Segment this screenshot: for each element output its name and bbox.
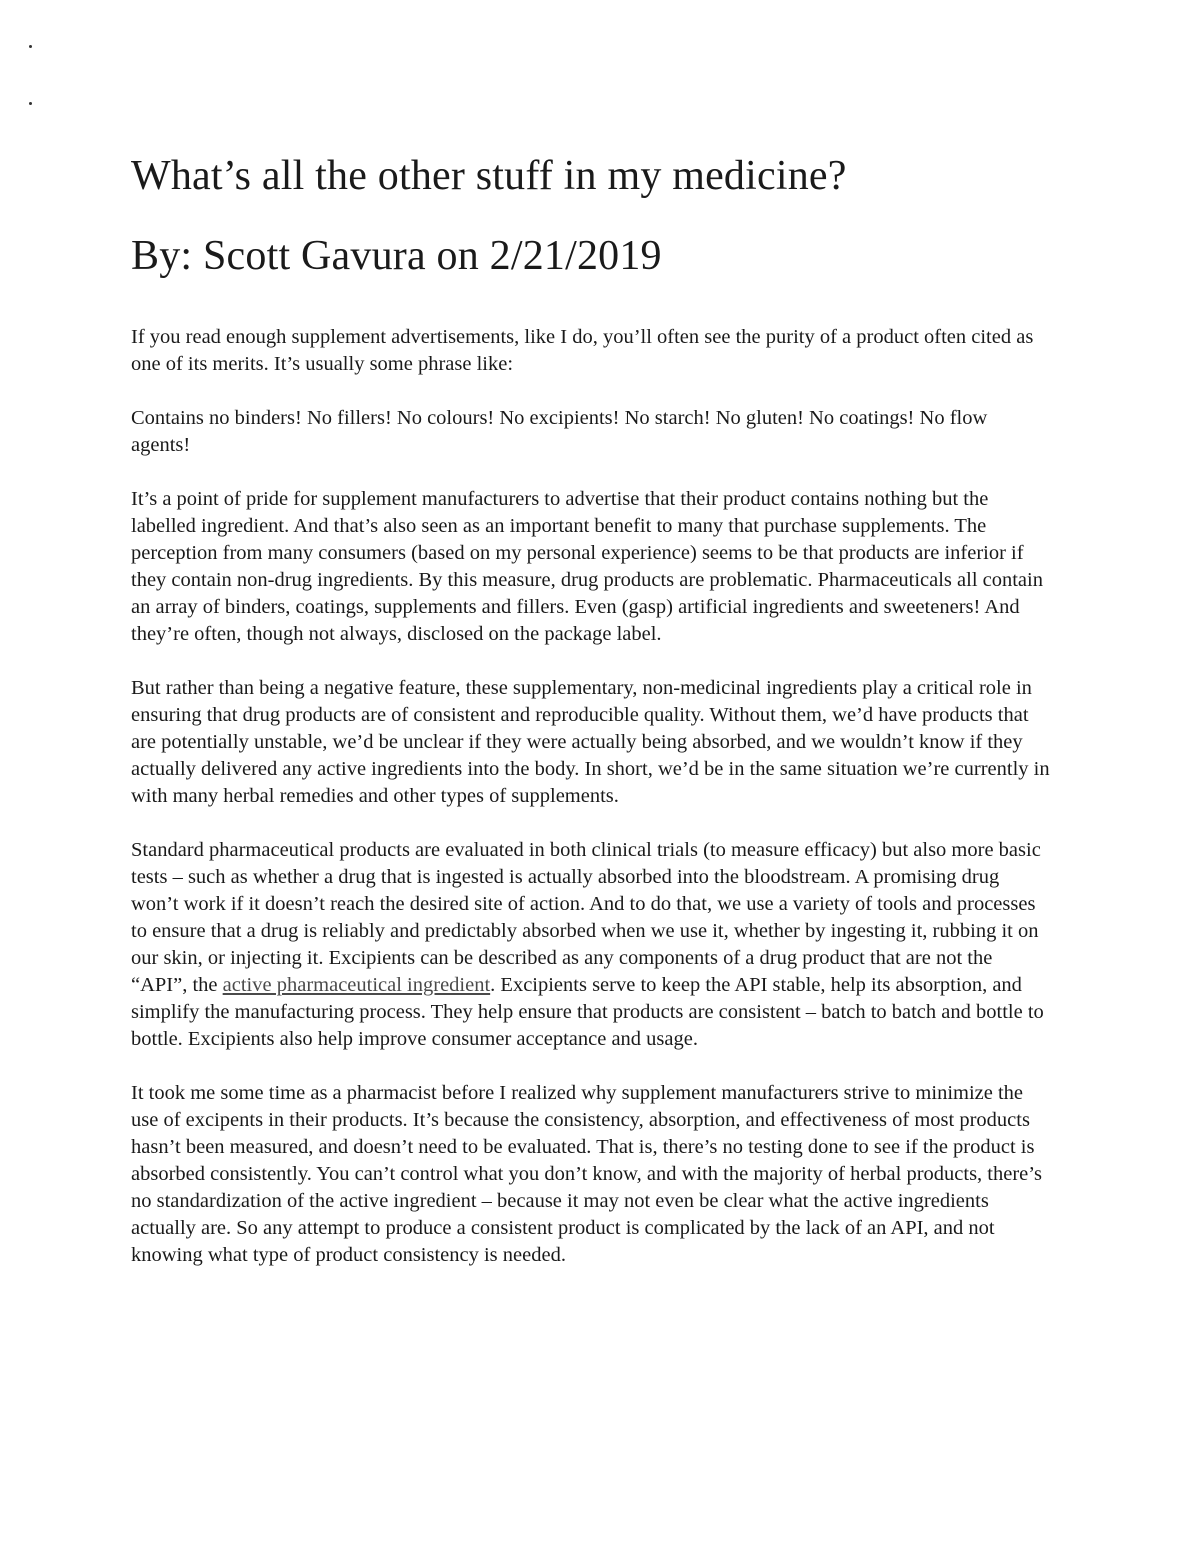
scan-speck (29, 102, 32, 105)
paragraph-pride: It’s a point of pride for supplement manufacturers to advertise that their product contains nothing but the labelled ingredient. And that’s also seen as an important benefit to many that purchase supplements. The perception from many consumers (based on my personal experience) seems to be that products are inferior if they contain non-drug ingredients. By this measure, drug products are problematic. Pharmaceuticals all contain an array of binders, coatings, supplements and fillers. Even (gasp) artificial ingredients and sweeteners! And they’re often, though not always, disclosed on the package label. (131, 488, 1043, 645)
paragraph-text: . Excipients serve to keep the API stable, help its absorption, and simplify the manufacturing process. They help ensure that products are consistent – batch to batch and bottle to bottle. Excipients also help improve consumer acceptance and usage. (131, 974, 1044, 1050)
paragraph-role: But rather than being a negative feature, these supplementary, non-medicinal ingredients play a critical role in ensuring that drug products are of consistent and reproducible quality. Without them, we’d have products that are potentially unstable, we’d be unclear if they were actually being absorbed, and we wouldn’t know if they actually delivered any active ingredients into the body. In short, we’d be in the same situation we’re currently in with many herbal remedies and other types of supplements. (131, 677, 1050, 807)
article-byline: By: Scott Gavura on 2/21/2019 (131, 233, 662, 279)
article-title: What’s all the other stuff in my medicine? (131, 153, 847, 199)
paragraph-intro: If you read enough supplement advertisements, like I do, you’ll often see the purity of a product often cited as one of its merits. It’s usually some phrase like: (131, 326, 1034, 375)
api-link[interactable]: active pharmaceutical ingredient (222, 974, 491, 996)
paragraph-standard-products (131, 837, 1051, 1053)
paragraph-text: Standard pharmaceutical products are evaluated in both clinical trials (to measure efficacy) but also more basic tests – such as whether a drug that is ingested is actually absorbed into the bloodstream. A promising drug won’t work if it doesn’t reach the desired site of action. And to do that, we use a variety of tools and processes to ensure that a drug is reliably and predictably absorbed when we use it, whether by ingesting it, rubbing it on our skin, or injecting it. Excipients can be described as any components of a drug product that are not the “API”, the (131, 839, 1041, 996)
scan-speck (29, 45, 32, 48)
paragraph-claims: Contains no binders! No fillers! No colours! No excipients! No starch! No gluten! No coatings! No flow agents! (131, 407, 988, 456)
article (131, 150, 1051, 1296)
paragraph-pharmacist: It took me some time as a pharmacist before I realized why supplement manufacturers strive to minimize the use of excipents in their products. It’s because the consistency, absorption, and effectiveness of most products hasn’t been measured, and doesn’t need to be evaluated. That is, there’s no testing done to see if the product is absorbed consistently. You can’t control what you don’t know, and with the majority of herbal products, there’s no standardization of the active ingredient – because it may not even be clear what the active ingredients actually are. So any attempt to produce a consistent product is complicated by the lack of an API, and not knowing what type of product consistency is needed. (131, 1082, 1042, 1266)
